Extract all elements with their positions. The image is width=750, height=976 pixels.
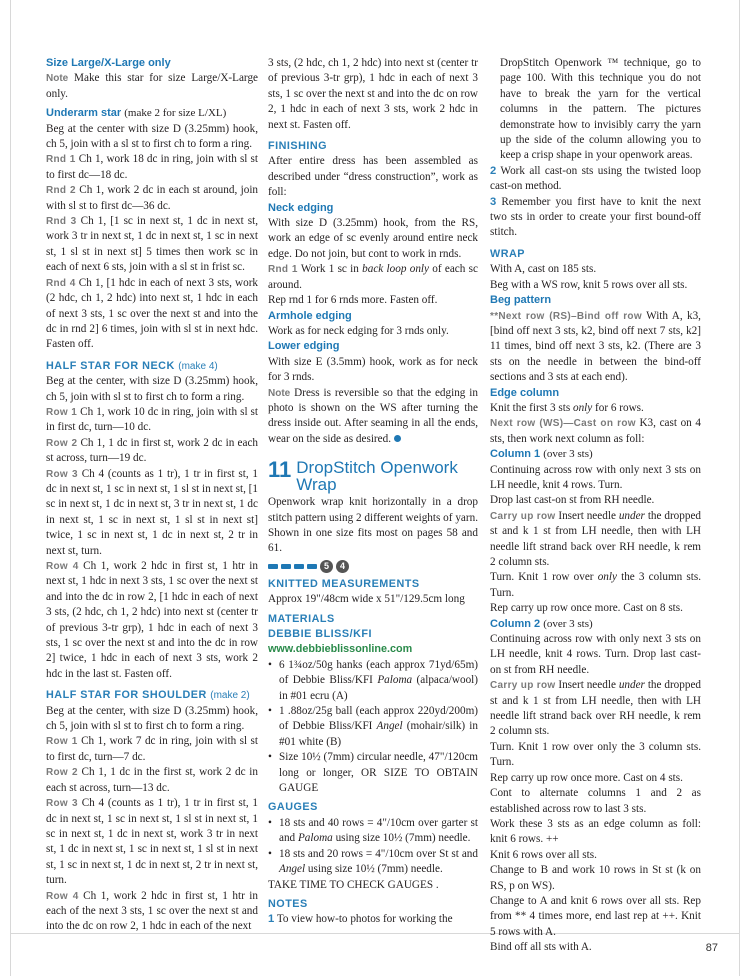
bind-off-row: **Next row (RS)–Bind off row With A, k3, [bind off next 3 sts, k2, bind off next 7 sts, k2] 11 times, bind off next 3 sts, k2. (There are 3 sts on the needle in between the bind-off sections and 3 sts at each end). [490,309,701,384]
column-1-carry: Carry up row Insert needle under the dropped st and k 1 st from LH needle, then with LH needle lift strand back over RH needle, k rem 2 column sts. [490,509,702,568]
list-item: • 1 .88oz/25g ball (each approx 220yd/200m) of Debbie Bliss/KFI Angel (mohair/silk) in #01 white (B) [268,704,478,750]
column-1-turn: Turn. Knit 1 row over only the 3 column sts. Turn. [490,571,701,599]
finishing-heading: FINISHING [268,140,328,153]
column-2 [268,56,478,928]
note-1: 1 To view how-to photos for working the [268,913,453,926]
check-gauges: TAKE TIME TO CHECK GAUGES . [268,878,439,891]
change-to-b: Change to B and work 10 rows in St st (k on RS, p on WS). [490,864,701,892]
underarm-rnd-4: Rnd 4 Ch 1, [1 hdc in each of next 3 sts, work (2 hdc, ch 1, 2 hdc) into next st, 1 hdc in each of next 3 sts, 1 sc over the next st and into the dc in rnd 2] 6 times, join with sl st in next hdc. Fasten off. [46,276,259,351]
note-1-cont: DropStitch Openwork ™ technique, go to page 100. With this technique you do not have to break the yarn for the vertical columns in the pattern. The pictures demonstrate how to invisibly carry the yarn up the side of the column allowing you to keep a crisp shape in your openwork areas. [500,57,701,162]
brand-name: DEBBIE BLISS/KFI [268,628,372,640]
lower-edging-heading: Lower edging [268,340,340,353]
neck-row-3: Row 3 Ch 4 (counts as 1 tr), 1 tr in first st, 1 dc in next st, 1 sc in next st, 1 sl st in next st, [1 sc in next st, 1 dc in next st, 3 tr in next st, 1 dc in next st, 1 sc in next st, 1 sl st in next st] twice, 1 sc in next st, 1 dc in next st, 2 tr in next st, turn. [46,467,259,557]
knitted-measurements: Approx 19"/48cm wide x 51"/129.5cm long [268,593,465,606]
page-number: 87 [705,942,718,954]
notes-heading: NOTES [268,897,308,910]
right-page-border [739,0,740,976]
neck-edging-text: With size D (3.25mm) hook, from the RS, work an edge of sc evenly around entire neck edge. Do not join, but cont to work in rnds. [268,217,478,260]
size-note: Note Make this star for size Large/X-Large only. [46,72,259,100]
brand-website: www.debbieblissonline.com [268,643,413,656]
column-1-rep: Rep carry up row once more. Cast on 8 sts. [490,602,683,615]
half-star-shoulder-heading: HALF STAR FOR SHOULDER (make 2) [46,689,250,702]
list-item: • Size 10½ (7mm) circular needle, 47"/120cm long or longer, OR SIZE TO OBTAIN GAUGE [268,750,478,796]
column-2-turn: Turn. Knit 1 row over only the 3 column sts. Turn. [490,740,701,769]
end-mark-icon [394,435,401,442]
half-star-neck-heading: HALF STAR FOR NECK (make 4) [46,359,218,372]
knitted-measurements-heading: KNITTED MEASUREMENTS [268,577,420,590]
column-1-heading: Column 1 (over 3 sts) [490,448,593,461]
gauges-heading: GAUGES [268,801,318,814]
neck-row-1: Row 1 Ch 1, work 10 dc in ring, join with sl st in first dc, turn—10 dc. [46,405,259,434]
list-item: • 6 1¾oz/50g hanks (each approx 71yd/65m) of Debbie Bliss/KFI Paloma (alpaca/wool) in #01 ecru (A) [268,658,478,704]
column-3 [490,56,701,956]
gauges-list [268,816,478,878]
neck-edging-rep: Rep rnd 1 for 6 rnds more. Fasten off. [268,294,438,307]
size-large-heading: Size Large/X-Large only [46,57,171,69]
edge-column-heading: Edge column [490,386,560,399]
skill-level [268,560,478,573]
column-1-text: Continuing across row with only next 3 sts on LH needle, knit 4 rows. Turn. [490,463,701,491]
column-1 [46,56,258,935]
underarm-rnd-3: Rnd 3 Ch 1, [1 sc in next st, 1 dc in next st, work 3 tr in next st, 1 dc in next st, 1 sc in next st, 1 sl st in next st] 5 times then work sc in each of next 6 sts, join with a sl st in frist sc. [46,215,259,274]
list-item: • 18 sts and 20 rows = 4"/10cm over St st and Angel using size 10½ (7mm) needle. [268,847,478,878]
pattern-number: 11 [268,457,292,483]
materials-heading: MATERIALS [268,612,335,625]
edge-column-final: Work these 3 sts as an edge column as foll: knit 6 rows. ++ [490,817,701,846]
underarm-intro: Beg at the center with size D (3.25mm) hook, ch 5, join with a sl st to first ch to form a ring. [46,122,258,151]
shoulder-row-3: Row 3 Ch 4 (counts as 1 tr), 1 tr in first st, 1 dc in next st, 1 sc in next st, 1 sl st in next st, 1 sc in next st, 1 dc in next st, work 3 tr in next st, 1 dc in next st, 1 sc in next st, 1 sl st in next st, 1 sc in next st, 1 dc in next st, 2 tr in next st, turn. [46,797,259,887]
column-1-drop: Drop last cast-on st from RH needle. [490,494,655,507]
yarn-weight-badge: 5 [320,560,333,573]
wrap-begin: Beg with a WS row, knit 5 rows over all sts. [490,278,688,291]
shoulder-row-1: Row 1 Ch 1, work 7 dc in ring, join with sl st to first dc, turn—7 dc. [46,735,259,763]
neck-edging-heading: Neck edging [268,201,334,214]
edge-column-text: Knit the first 3 sts only for 6 rows. [490,401,644,414]
pattern-title [268,459,478,493]
wrap-heading: WRAP [490,247,525,260]
column-2-carry: Carry up row Insert needle under the dropped st and k 1 st from LH needle, then with LH needle lift strand back over RH needle, k rem 2 column sts. [490,679,702,738]
column-2-heading: Column 2 (over 3 sts) [490,617,593,630]
note-3: 3 Remember you first have to knit the next two sts in order to create your first bound-off stitch. [490,195,701,239]
skill-bar-icon [281,564,291,569]
finishing-text: After entire dress has been assembled as described under “dress construction”, work as foll: [268,155,478,199]
pattern-title-text: DropStitch Openwork Wrap [296,458,458,495]
skill-bar-icon [294,564,304,569]
column-2-rep: Rep carry up row once more. Cast on 4 sts. [490,771,683,784]
shoulder-row-2: Row 2 Ch 1, 1 dc in the first st, work 2 dc in each st across, turn—13 dc. [46,766,258,794]
beg-pattern-heading: Beg pattern [490,294,552,307]
left-page-border [10,0,11,976]
change-to-a: Change to A and knit 6 rows over all sts. Rep from ** 4 times more, end last rep at ++. Knit 5 rows with A. [490,894,701,938]
underarm-rnd-2: Rnd 2 Ch 1, work 2 dc in each st around, join with sl st to first dc—36 dc. [46,184,259,212]
shoulder-row-4: Row 4 Ch 1, work 2 hdc in first st, 1 htr in each of the next 3 sts, 1 sc over the next st and into the dc on row 2, 1 hdc in each of the next [46,889,258,933]
neck-row-4: Row 4 Ch 1, work 2 hdc in first st, 1 htr in next st, 1 hdc in next 3 sts, 1 sc over the next st and into the dc in row 2, [1 hdc in each of next 3 sts, (2 hdc, ch 1, 2 hdc) into next st (center tr of previous 3-tr grp), 1 hdc in each of next 3 sts, 1 sc over the next st and into the dc in row 2] twice, 1 hdc in each of next 3 sts, work 2 hdc in the last st. Fasten off. [46,560,258,680]
neck-row-2: Row 2 Ch 1, 1 dc in first st, work 2 dc in each st across, turn—19 dc. [46,436,259,465]
neck-intro: Beg at the center, with size D (3.25mm) hook, ch 5, join with sl st to first ch to form a ring. [46,375,258,403]
cast-on-row: Next row (WS)—Cast on row K3, cast on 4 sts, then work next column as foll: [490,417,701,445]
knit-6-rows: Knit 6 rows over all sts. [490,848,597,861]
skill-bar-icon [268,564,278,569]
bind-off-all: Bind off all sts with A. [490,941,592,954]
continue-alternate: Cont to alternate columns 1 and 2 as established across row to last 3 sts. [490,787,701,815]
lower-edging-text: With size E (3.5mm) hook, work as for neck for 3 rnds. [268,355,478,384]
neck-edging-rnd-1: Rnd 1 Work 1 sc in back loop only of each sc around. [268,263,478,291]
skill-bar-icon [307,564,317,569]
note-2: 2 Work all cast-on sts using the twisted loop cast-on method. [490,164,701,193]
underarm-rnd-1: Rnd 1 Ch 1, work 18 dc in ring, join with sl st to first dc—18 dc. [46,153,259,181]
armhole-heading: Armhole edging [268,309,352,322]
note-label: Note [46,73,69,85]
yarn-weight-badge: 4 [336,560,349,573]
list-item: • 18 sts and 40 rows = 4"/10cm over garter st and Paloma using size 10½ (7mm) needle. [268,816,478,847]
column-2-text: Continuing across row with only next 3 sts on LH needle, knit 4 rows. Turn. Drop last cast-on st from RH needle. [490,633,701,676]
pattern-intro: Openwork wrap knit horizontally in a drop stitch pattern using 2 different weights of yarn. Shown in one size fits most on pages 58 and 61. [268,496,478,555]
shoulder-intro: Beg at the center, with size D (3.25mm) hook, ch 5, join with sl st to first ch to form a ring. [46,704,258,733]
shoulder-row-4-cont: 3 sts, (2 hdc, ch 1, 2 hdc) into next st (center tr of previous 3-tr grp), 1 hdc in each of next 3 sts, 1 sc over the next st and into the dc on row 2, 1 hdc in each of next 3 sts, work 2 hdc in next st. Fasten off. [268,57,478,131]
wrap-cast-on: With A, cast on 185 sts. [490,263,597,276]
armhole-text: Work as for neck edging for 3 rnds only. [268,324,449,337]
materials-list [268,658,478,797]
dress-note: Note Dress is reversible so that the edging in photo is shown on the WS after turning the dress inside out. After seaming in all the ends, wear on the side as desired. [268,386,479,445]
underarm-heading: Underarm star (make 2 for size L/XL) [46,107,227,120]
